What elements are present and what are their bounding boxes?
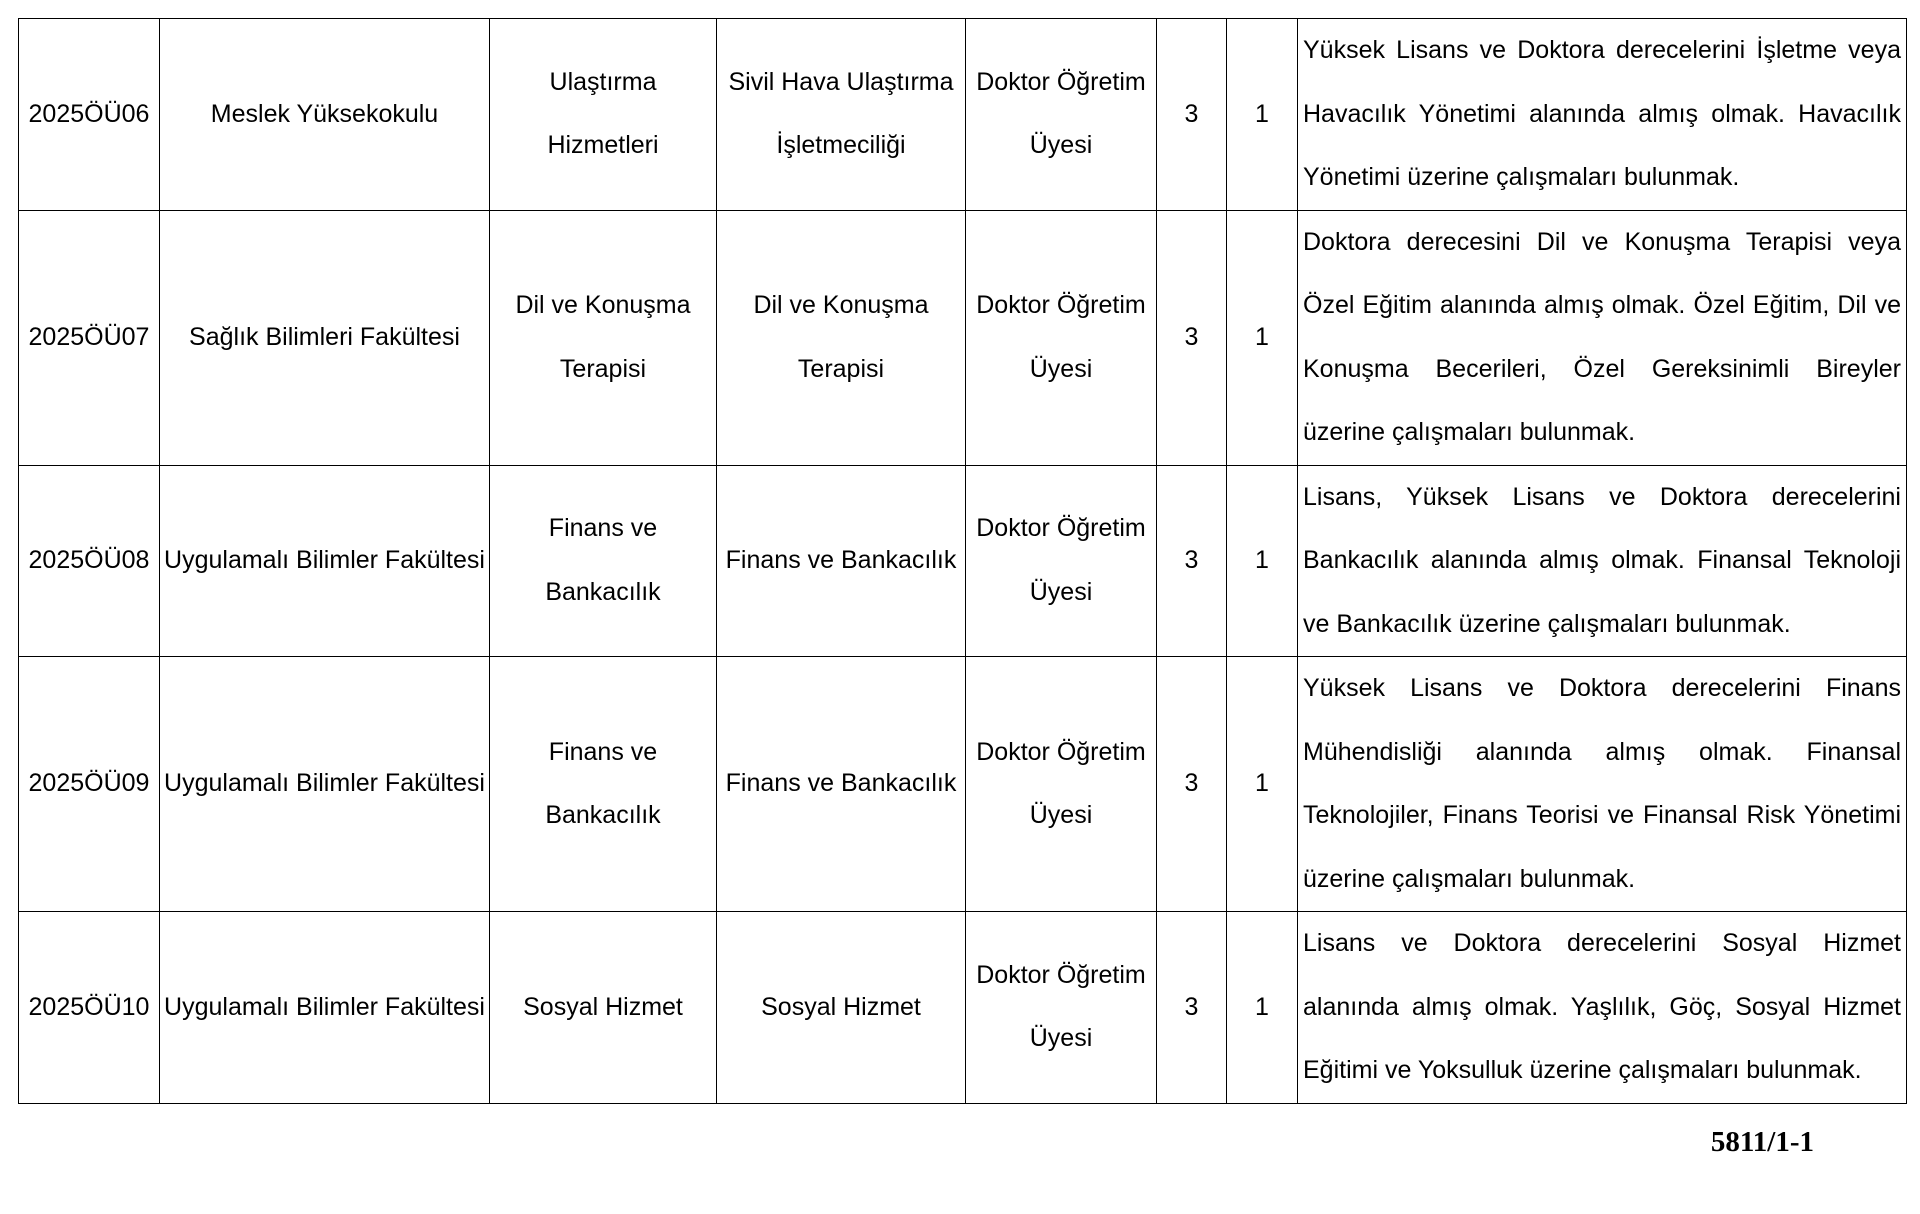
position-title: Doktor Öğretim Üyesi — [966, 912, 1157, 1104]
degree: 3 — [1157, 912, 1227, 1104]
positions-table-container — [18, 18, 1906, 1104]
position-title: Doktor Öğretim Üyesi — [966, 19, 1157, 211]
degree: 3 — [1157, 210, 1227, 465]
position-code: 2025ÖÜ07 — [19, 210, 160, 465]
academic-unit: Meslek Yüksekokulu — [160, 19, 490, 211]
table-row — [19, 912, 1907, 1104]
requirement: Yüksek Lisans ve Doktora derecelerini İşletme veya Havacılık Yönetimi alanında almış olmak. Havacılık Yönetimi üzerine çalışmaları bulunmak. — [1298, 19, 1907, 211]
table-row — [19, 657, 1907, 912]
department: Finans ve Bankacılık — [490, 657, 717, 912]
table-row — [19, 19, 1907, 211]
program: Dil ve Konuşma Terapisi — [717, 210, 966, 465]
positions-table — [18, 18, 1907, 1104]
academic-unit: Uygulamalı Bilimler Fakültesi — [160, 912, 490, 1104]
degree: 3 — [1157, 657, 1227, 912]
degree: 3 — [1157, 465, 1227, 657]
position-title: Doktor Öğretim Üyesi — [966, 210, 1157, 465]
position-count: 1 — [1227, 657, 1298, 912]
position-count: 1 — [1227, 912, 1298, 1104]
academic-unit: Sağlık Bilimleri Fakültesi — [160, 210, 490, 465]
requirement: Yüksek Lisans ve Doktora derecelerini Finans Mühendisliği alanında almış olmak. Finansal Teknolojiler, Finans Teorisi ve Finansal Risk Yönetimi üzerine çalışmaları bulunmak. — [1298, 657, 1907, 912]
academic-unit: Uygulamalı Bilimler Fakültesi — [160, 465, 490, 657]
department: Dil ve Konuşma Terapisi — [490, 210, 717, 465]
department: Finans ve Bankacılık — [490, 465, 717, 657]
table-row — [19, 465, 1907, 657]
position-count: 1 — [1227, 210, 1298, 465]
department: Ulaştırma Hizmetleri — [490, 19, 717, 211]
academic-unit: Uygulamalı Bilimler Fakültesi — [160, 657, 490, 912]
position-count: 1 — [1227, 465, 1298, 657]
position-code: 2025ÖÜ08 — [19, 465, 160, 657]
table-row — [19, 210, 1907, 465]
position-title: Doktor Öğretim Üyesi — [966, 465, 1157, 657]
program: Finans ve Bankacılık — [717, 657, 966, 912]
requirement: Lisans, Yüksek Lisans ve Doktora derecelerini Bankacılık alanında almış olmak. Finansal Teknoloji ve Bankacılık üzerine çalışmaları bulunmak. — [1298, 465, 1907, 657]
program: Finans ve Bankacılık — [717, 465, 966, 657]
department: Sosyal Hizmet — [490, 912, 717, 1104]
position-code: 2025ÖÜ09 — [19, 657, 160, 912]
requirement: Lisans ve Doktora derecelerini Sosyal Hizmet alanında almış olmak. Yaşlılık, Göç, Sosyal Hizmet Eğitimi ve Yoksulluk üzerine çalışmaları bulunmak. — [1298, 912, 1907, 1104]
position-title: Doktor Öğretim Üyesi — [966, 657, 1157, 912]
position-count: 1 — [1227, 19, 1298, 211]
program: Sivil Hava Ulaştırma İşletmeciliği — [717, 19, 966, 211]
degree: 3 — [1157, 19, 1227, 211]
requirement: Doktora derecesini Dil ve Konuşma Terapisi veya Özel Eğitim alanında almış olmak. Özel Eğitim, Dil ve Konuşma Becerileri, Özel Gereksinimli Bireyler üzerine çalışmaları bulunmak. — [1298, 210, 1907, 465]
position-code: 2025ÖÜ10 — [19, 912, 160, 1104]
page-code: 5811/1-1 — [1710, 1126, 1814, 1158]
program: Sosyal Hizmet — [717, 912, 966, 1104]
position-code: 2025ÖÜ06 — [19, 19, 160, 211]
